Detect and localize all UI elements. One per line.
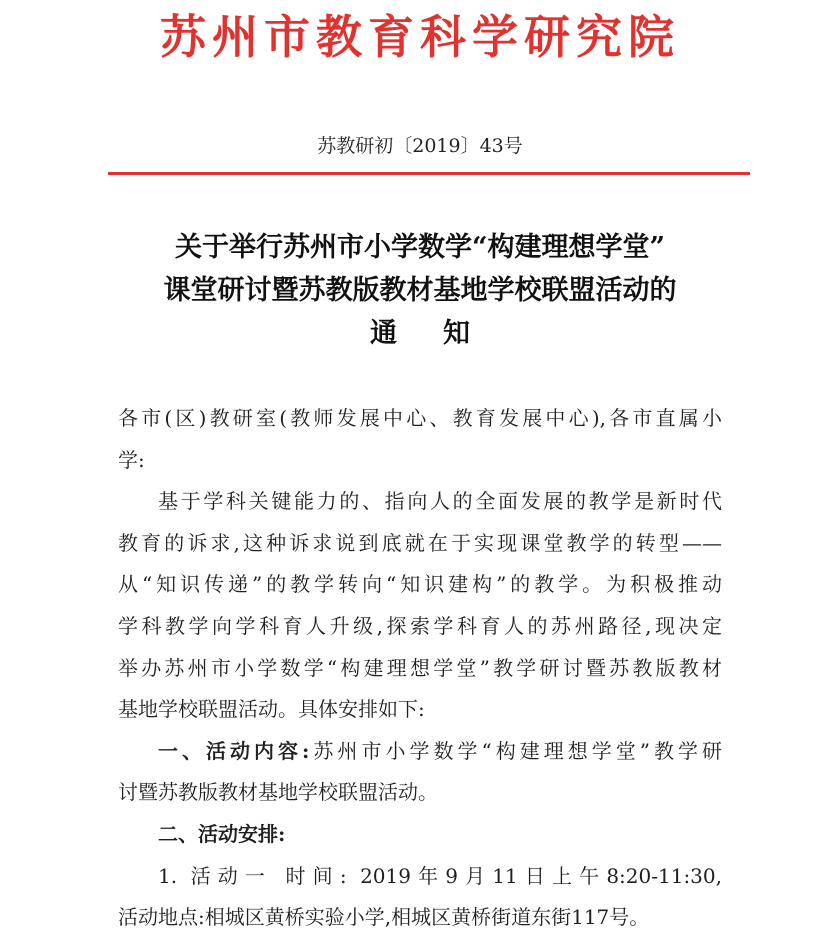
- paragraph-line: 教育的诉求,这种诉求说到底就在于实现课堂教学的转型——: [118, 530, 722, 555]
- notice-title: [60, 226, 780, 355]
- section-1-continued: 讨暨苏教版教材基地学校联盟活动。: [118, 780, 438, 805]
- schedule-item-1-location: 活动地点:相城区黄桥实验小学,相城区黄桥街道东街117号。: [118, 905, 650, 930]
- red-divider-line: [108, 172, 750, 175]
- paragraph-line: 从“知识传递”的教学转向“知识建构”的教学。为积极推动: [118, 572, 722, 597]
- section-1: [118, 731, 722, 773]
- document-number: 苏教研初〔2019〕43号: [317, 135, 523, 157]
- title-line-3: 通知: [370, 318, 516, 349]
- paragraph-line: 举办苏州市小学数学“构建理想学堂”教学研讨暨苏教版教材: [118, 655, 722, 680]
- section-1-text: 苏州市小学数学“构建理想学堂”教学研: [309, 738, 722, 763]
- section-1-heading: 一、活动内容:: [158, 738, 310, 763]
- section-2-heading: 二、活动安排:: [158, 821, 286, 846]
- greeting-line: 各市(区)教研室(教师发展中心、教育发展中心),各市直属小: [118, 406, 722, 430]
- greeting-line: 学:: [118, 447, 145, 472]
- paragraph-line: 基于学科关键能力的、指向人的全面发展的教学是新时代: [158, 489, 722, 514]
- paragraph-line: 学科教学向学科育人升级,探索学科育人的苏州路径,现决定: [118, 613, 722, 638]
- title-line-2: 课堂研讨暨苏教版教材基地学校联盟活动的: [163, 275, 677, 306]
- document-body: [118, 398, 722, 939]
- paragraph-line: 基地学校联盟活动。具体安排如下:: [118, 697, 425, 722]
- schedule-item-1: 1. 活动一 时间: 2019年9月11日上午8:20-11:30,: [158, 863, 722, 888]
- title-line-1: 关于举行苏州市小学数学“构建理想学堂”: [174, 232, 666, 263]
- org-header-title: 苏州市教育科学研究院: [160, 10, 680, 64]
